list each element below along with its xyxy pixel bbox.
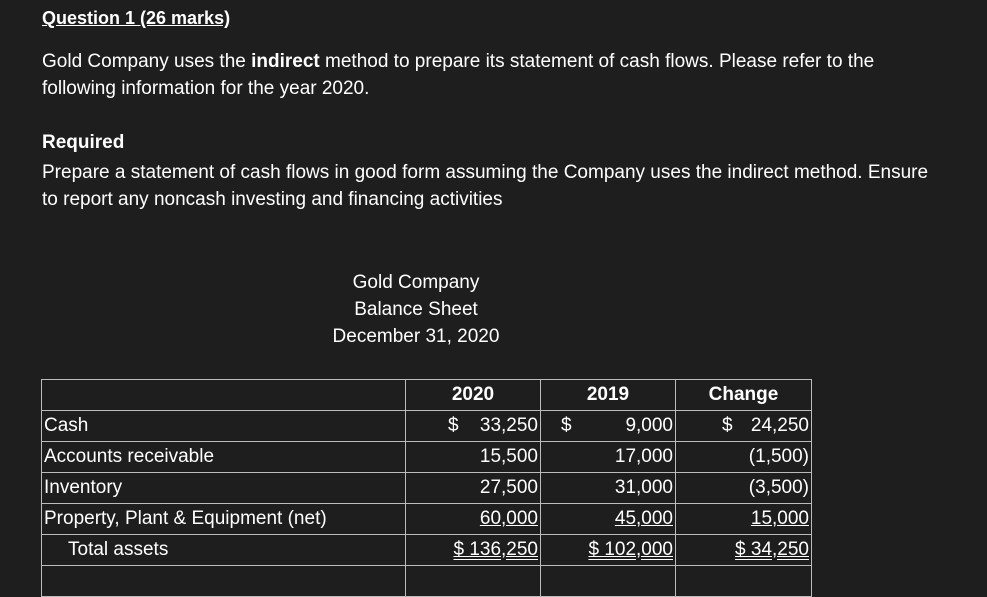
- balance-sheet-header: [311, 269, 521, 350]
- required-text: Prepare a statement of cash flows in good form assuming the Company uses the indirect method. Ensure to report any noncash investing and financing activities: [42, 162, 929, 210]
- cell-change: $ 24,250: [676, 411, 812, 442]
- empty-cell: [541, 566, 676, 597]
- cell-change: $ 34,250: [676, 535, 812, 566]
- cell-2019: 45,000: [541, 504, 676, 535]
- table-row: [42, 473, 812, 504]
- intro-bold-word: indirect: [251, 51, 320, 72]
- header-change: Change: [676, 380, 812, 411]
- empty-cell: [406, 566, 541, 597]
- required-heading: Required: [42, 132, 125, 153]
- cell-2020: 27,500: [406, 473, 541, 504]
- cell-2019: 17,000: [541, 442, 676, 473]
- cell-2019: $ 102,000: [541, 535, 676, 566]
- total-row: [42, 535, 812, 566]
- intro-paragraph: Gold Company uses the indirect method to prepare its statement of cash flows. Please refer to the following information for the year 2020.: [42, 51, 875, 99]
- header-2019: 2019: [541, 380, 676, 411]
- table-row: [42, 411, 812, 442]
- table-header-row: [42, 380, 812, 411]
- table-row: [42, 504, 812, 535]
- cell-2019: $ 9,000: [541, 411, 676, 442]
- cell-2020: $ 136,250: [406, 535, 541, 566]
- cell-2020: $ 33,250: [406, 411, 541, 442]
- statement-date: December 31, 2020: [332, 326, 500, 347]
- table-row: [42, 566, 812, 597]
- balance-sheet-table: [41, 379, 812, 597]
- header-2020: 2020: [406, 380, 541, 411]
- header-empty-cell: [42, 380, 406, 411]
- cell-2019: 31,000: [541, 473, 676, 504]
- table-row: [42, 442, 812, 473]
- empty-cell: [676, 566, 812, 597]
- cell-2020: 15,500: [406, 442, 541, 473]
- cell-change: (1,500): [676, 442, 812, 473]
- statement-title: Balance Sheet: [354, 299, 478, 320]
- row-label: Cash: [42, 411, 406, 442]
- cell-2020: 60,000: [406, 504, 541, 535]
- row-label: Property, Plant & Equipment (net): [42, 504, 406, 535]
- row-label: Inventory: [42, 473, 406, 504]
- row-label: Total assets: [42, 535, 406, 566]
- cell-change: (3,500): [676, 473, 812, 504]
- company-name: Gold Company: [352, 272, 480, 293]
- row-label: Accounts receivable: [42, 442, 406, 473]
- question-title: Question 1 (26 marks): [42, 8, 231, 28]
- cell-change: 15,000: [676, 504, 812, 535]
- empty-cell: [42, 566, 406, 597]
